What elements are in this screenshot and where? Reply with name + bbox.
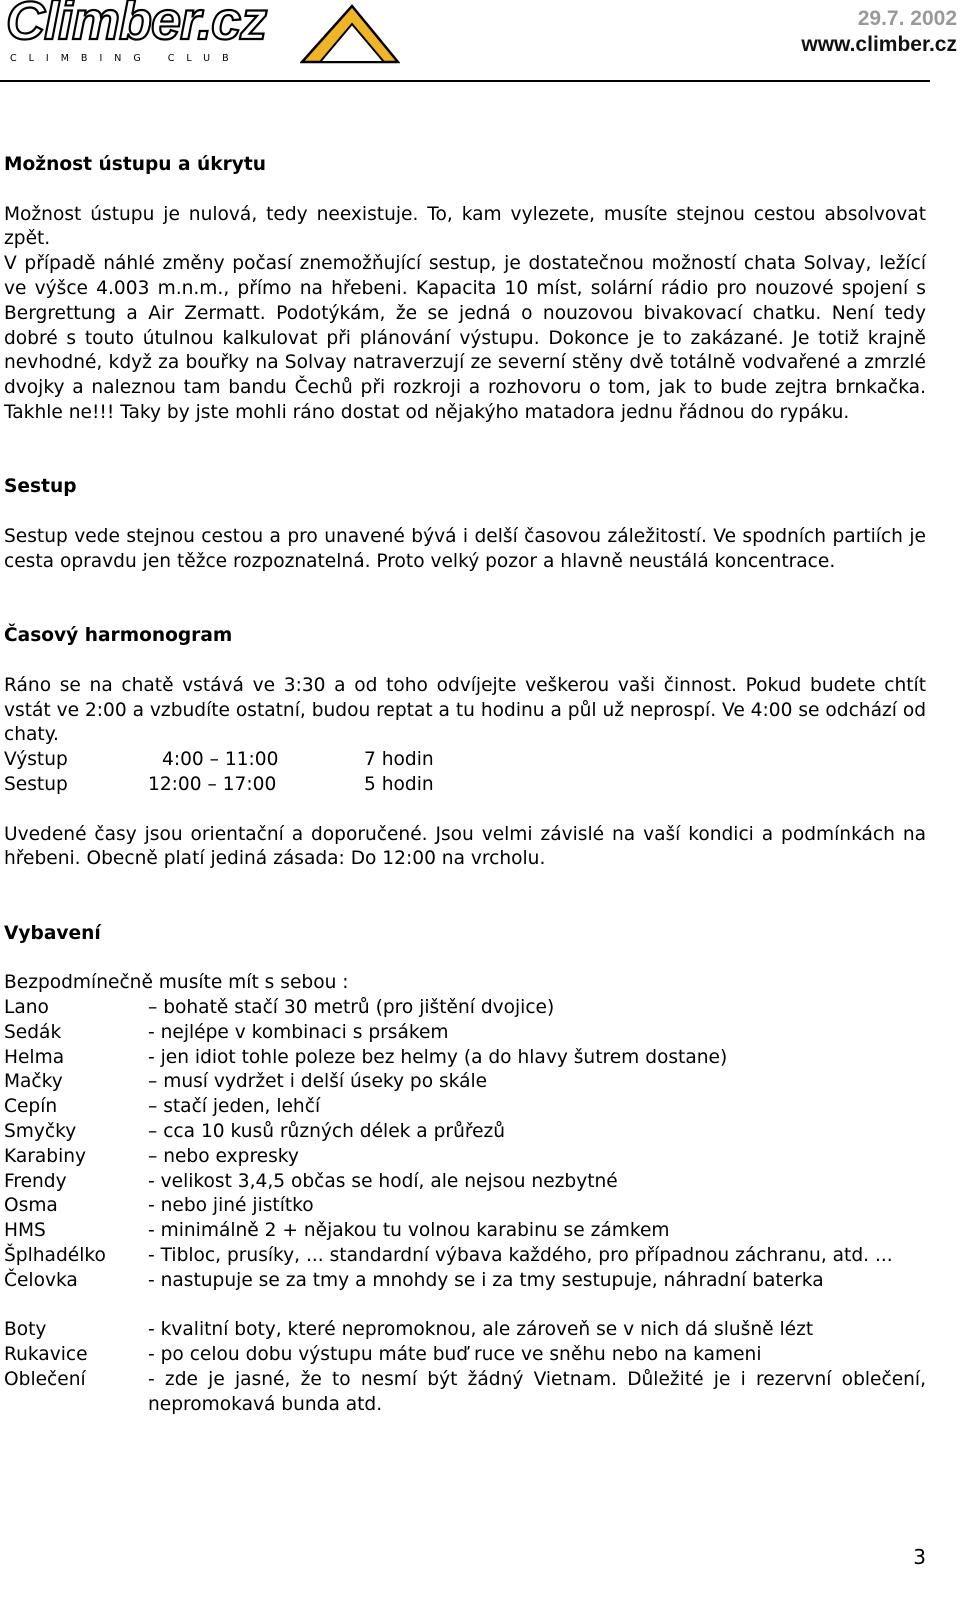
equipment-name: HMS (4, 1220, 46, 1242)
equipment-desc: - minimálně 2 + nějakou tu volnou karabinu se zámkem (148, 1220, 670, 1242)
equipment-desc: – bohatě stačí 30 metrů (pro jištění dvojice) (148, 997, 555, 1019)
document-body (4, 153, 926, 1418)
schedule-time: 12:00 – 17:00 (148, 773, 277, 795)
equipment-desc: - po celou dobu výstupu máte buď ruce ve sněhu nebo na kameni (148, 1344, 762, 1366)
list-item (4, 1368, 926, 1418)
paragraph: Sestup vede stejnou cestou a pro unavené bývá i delší časovou záležitostí. Ve spodních partiích je cesta opravdu jen těžce rozpoznatelná. Proto velký pozor a hlavně neustálá koncentrace. (4, 525, 926, 572)
equipment-name: Cepín (4, 1096, 58, 1118)
equipment-name: Frendy (4, 1170, 67, 1192)
list-item (4, 1318, 926, 1343)
schedule-row (4, 773, 926, 798)
schedule-row (4, 748, 926, 773)
equipment-desc: - jen idiot tohle poleze bez helmy (a do hlavy šutrem dostane) (148, 1046, 728, 1068)
header-url: www.climber.cz (801, 33, 957, 56)
equipment-desc: - Tibloc, prusíky, ... standardní výbava každého, pro případnou záchranu, atd. ... (148, 1245, 893, 1267)
equipment-intro: Bezpodmínečně musíte mít s sebou : (4, 972, 349, 994)
list-item (4, 1170, 926, 1195)
paragraph: V případě náhlé změny počasí znemožňující sestup, je dostatečnou možností chata Solvay, ležící ve výšce 4.003 m.n.m., přímo na hřebeni. Kapacita 10 míst, solární rádio pro nouzové spojení s Bergrettung a Air Zermatt. Podotýkám, že se jedná o nouzovou bivakovací chatku. Není tedy dobré s touto útulnou kalkulovat při plánování výstupu. Dokonce je to zakázané. Je totiž krajně nevhodné, když za bouřky na Solvay natraverzují ze severní stěny dvě totálně vodvařené a zmrzlé dvojky a naleznou tam bandu Čechů při rozkroji a rozhovoru o tom, jak to bude zejtra brnkačka. Takhle ne!!! Taky by jste mohli ráno dostat od nějakýho matadora jednu řádnou do rypáku. (4, 253, 926, 423)
equipment-name: Lano (4, 997, 49, 1019)
header-date: 29.7. 2002 (857, 7, 957, 30)
section-title-harmonogram: Časový harmonogram (4, 625, 233, 647)
paragraph: Uvedené časy jsou orientační a doporučené. Jsou velmi závislé na vaší kondici a podmínkách na hřebeni. Obecně platí jediná zásada: Do 12:00 na vrcholu. (4, 823, 926, 870)
section-title-ustup: Možnost ústupu a úkrytu (4, 154, 267, 175)
page-header (0, 0, 960, 100)
list-item (4, 1120, 926, 1145)
equipment-desc: – musí vydržet i delší úseky po skále (148, 1071, 488, 1093)
equipment-name: Karabiny (4, 1145, 87, 1167)
list-item (4, 1046, 926, 1071)
logo-subtitle: CLIMBING CLUB (10, 53, 241, 64)
site-logo: Climber.cz (6, 0, 267, 51)
list-item (4, 1269, 926, 1294)
equipment-name: Sedák (4, 1021, 62, 1043)
list-item (4, 1219, 926, 1244)
equipment-name: Šplhadélko (4, 1245, 106, 1267)
equipment-name: Rukavice (4, 1344, 88, 1366)
schedule-label: Sestup (4, 773, 68, 795)
schedule-time: 4:00 – 11:00 (162, 749, 279, 771)
page-number: 3 (913, 1545, 926, 1569)
list-item (4, 1194, 926, 1219)
list-item (4, 1070, 926, 1095)
header-info (801, 6, 957, 58)
schedule-label: Výstup (4, 749, 68, 771)
equipment-desc: – nebo expresky (148, 1145, 299, 1167)
equipment-name: Helma (4, 1046, 65, 1068)
equipment-desc: - kvalitní boty, které nepromoknou, ale zároveň se v nich dá slušně lézt (148, 1319, 814, 1341)
equipment-name: Oblečení (4, 1369, 86, 1391)
equipment-name: Osma (4, 1195, 58, 1217)
list-item (4, 1021, 926, 1046)
equipment-desc: - velikost 3,4,5 občas se hodí, ale nejsou nezbytné (148, 1170, 618, 1192)
section-title-sestup: Sestup (4, 476, 77, 498)
equipment-name: Smyčky (4, 1121, 77, 1143)
header-divider (0, 80, 930, 82)
equipment-name: Mačky (4, 1071, 63, 1093)
equipment-desc: - nebo jiné jistítko (148, 1195, 314, 1217)
equipment-desc: - zde je jasné, že to nesmí být žádný Vietnam. Důležité je i rezervní oblečení, nepromokavá bunda atd. (148, 1369, 926, 1415)
mountain-logo-icon (300, 2, 400, 64)
list-item (4, 1095, 926, 1120)
schedule-duration: 7 hodin (364, 749, 434, 771)
equipment-name: Boty (4, 1319, 47, 1341)
list-item (4, 1343, 926, 1368)
equipment-desc: – stačí jeden, lehčí (148, 1096, 321, 1118)
section-title-vybaveni: Vybavení (4, 922, 101, 944)
equipment-desc: - nejlépe v kombinaci s prsákem (148, 1021, 449, 1043)
equipment-desc: - nastupuje se za tmy a mnohdy se i za tmy sestupuje, náhradní baterka (148, 1269, 824, 1291)
paragraph: Možnost ústupu je nulová, tedy neexistuje. To, kam vylezete, musíte stejnou cestou absolvovat zpět. (4, 203, 926, 250)
equipment-name: Čelovka (4, 1269, 78, 1291)
list-item (4, 996, 926, 1021)
schedule-duration: 5 hodin (364, 773, 434, 795)
equipment-desc: – cca 10 kusů různých délek a průřezů (148, 1121, 506, 1143)
list-item (4, 1244, 926, 1269)
list-item (4, 1145, 926, 1170)
paragraph: Ráno se na chatě vstává ve 3:30 a od toho odvíjejte veškerou vaši činnost. Pokud budete chtít vstát ve 2:00 a vzbudíte ostatní, budou reptat a tu hodinu a půl už neprospí. Ve 4:00 se odchází od chaty. (4, 674, 926, 746)
equipment-list (4, 996, 926, 1418)
